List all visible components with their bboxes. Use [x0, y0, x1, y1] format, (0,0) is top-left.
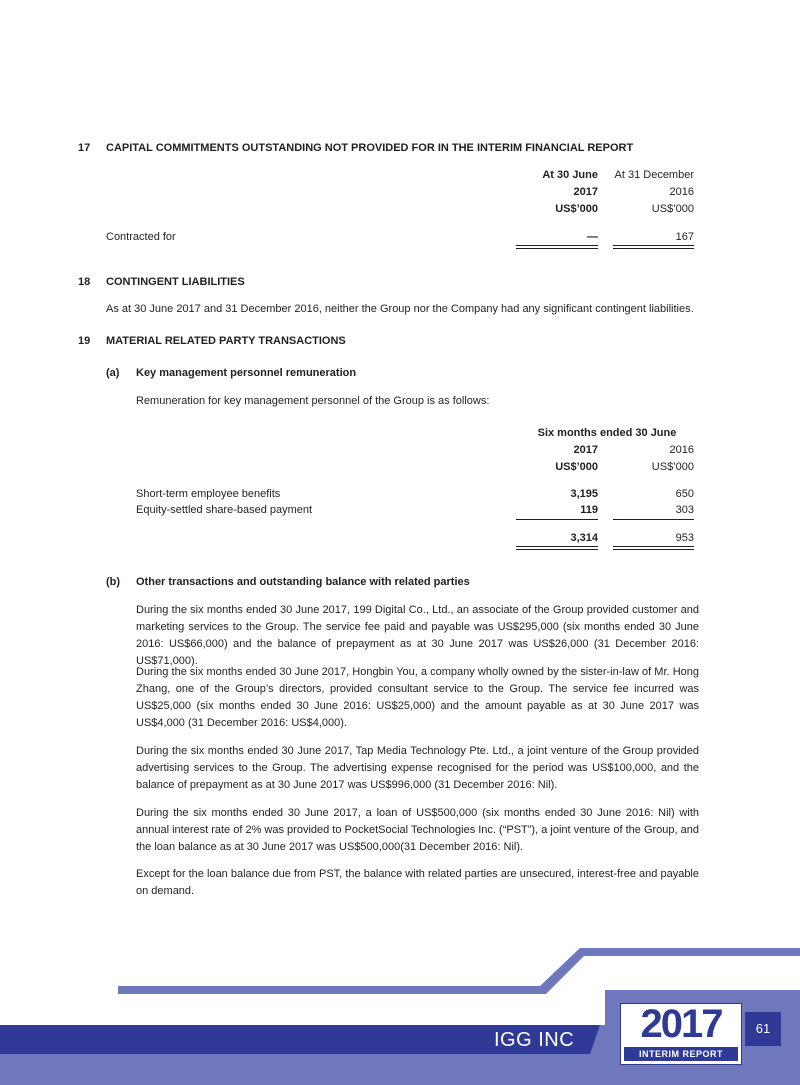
- col-header-year-2017: 2017: [573, 186, 598, 198]
- note-19-number: 19: [78, 335, 91, 347]
- value-2017: 3,195: [570, 488, 598, 500]
- note-17-title: CAPITAL COMMITMENTS OUTSTANDING NOT PROVIDED FOR IN THE INTERIM FINANCIAL REPORT: [106, 142, 634, 154]
- col-header-year-2017: 2017: [573, 444, 598, 456]
- note-18-text: As at 30 June 2017 and 31 December 2016, neither the Group nor the Company had any significant contingent liabilities.: [106, 303, 694, 315]
- page-number: 61: [745, 1012, 781, 1046]
- col-header-at-30-june: At 30 June: [542, 169, 598, 181]
- section-b-label: (b): [106, 576, 121, 588]
- value-2016: 303: [675, 504, 694, 516]
- total-2017: 3,314: [570, 532, 598, 544]
- value-2016: 650: [675, 488, 694, 500]
- row-label-share-based-payment: Equity-settled share-based payment: [136, 504, 313, 516]
- total-2016: 953: [675, 532, 694, 544]
- col-header-at-31-december: At 31 December: [614, 169, 694, 181]
- section-b-title: Other transactions and outstanding balance with related parties: [136, 576, 470, 588]
- value-2017: —: [587, 231, 598, 243]
- note-18-number: 18: [78, 276, 91, 288]
- logo-year: 2017: [640, 1002, 722, 1046]
- note-19-title: MATERIAL RELATED PARTY TRANSACTIONS: [106, 335, 346, 347]
- paragraph-pocketsocial-loan: During the six months ended 30 June 2017, a loan of US$500,000 (six months ended 30 June 2016: Nil) with annual interest rate of 2% was provided to PocketSocial Technologies Inc. (“PST”), a joint venture of the Group, and the loan balance as at 30 June 2017 was US$500,000(31 December 2016: Nil).: [136, 807, 699, 853]
- value-2016: 167: [675, 231, 694, 243]
- section-a-intro: Remuneration for key management personnel of the Group is as follows:: [136, 395, 490, 407]
- paragraph-199-digital: During the six months ended 30 June 2017, 199 Digital Co., Ltd., an associate of the Group provided customer and marketing services to the Group. The service fee paid and payable was US$295,000 (six months ended 30 June 2016: US$66,000) and the balance of prepayment as at 30 June 2017 was US$26,000 (31 December 2016: US$71,000).: [136, 604, 699, 667]
- paragraph-tap-media: During the six months ended 30 June 2017, Tap Media Technology Pte. Ltd., a joint venture of the Group provided advertising services to the Group. The advertising expense recognised for the period was US$100,000, and the balance of prepayment as at 30 June 2017 was US$996,000 (31 December 2016: Nil).: [136, 745, 699, 791]
- note-17-number: 17: [78, 142, 91, 154]
- report-logo: [620, 1003, 742, 1065]
- period-header: Six months ended 30 June: [537, 427, 677, 439]
- col-header-unit: US$’000: [555, 461, 598, 473]
- row-label-short-term-benefits: Short-term employee benefits: [136, 488, 281, 500]
- company-name: IGG INC: [494, 1029, 575, 1051]
- note-18-title: CONTINGENT LIABILITIES: [106, 276, 245, 288]
- paragraph-balances-terms: Except for the loan balance due from PST, the balance with related parties are unsecured, interest-free and payable on demand.: [136, 868, 699, 897]
- row-label-contracted-for: Contracted for: [106, 231, 176, 243]
- col-header-unit: US$’000: [651, 461, 694, 473]
- col-header-year-2016: 2016: [669, 444, 694, 456]
- value-2017: 119: [580, 504, 598, 516]
- col-header-year-2016: 2016: [669, 186, 694, 198]
- col-header-unit: US$’000: [651, 203, 694, 215]
- paragraph-hongbin-you: During the six months ended 30 June 2017, Hongbin You, a company wholly owned by the sister-in-law of Mr. Hong Zhang, one of the Group’s directors, provided consultant service to the Group. The service fee incurred was US$25,000 (six months ended 30 June 2016: US$25,000) and the amount payable as at 30 June 2017 was US$4,000 (31 December 2016: US$4,000).: [136, 666, 699, 729]
- section-a-label: (a): [106, 367, 120, 379]
- section-a-title: Key management personnel remuneration: [136, 367, 357, 379]
- col-header-unit: US$’000: [555, 203, 598, 215]
- logo-subtitle: INTERIM REPORT: [624, 1047, 738, 1061]
